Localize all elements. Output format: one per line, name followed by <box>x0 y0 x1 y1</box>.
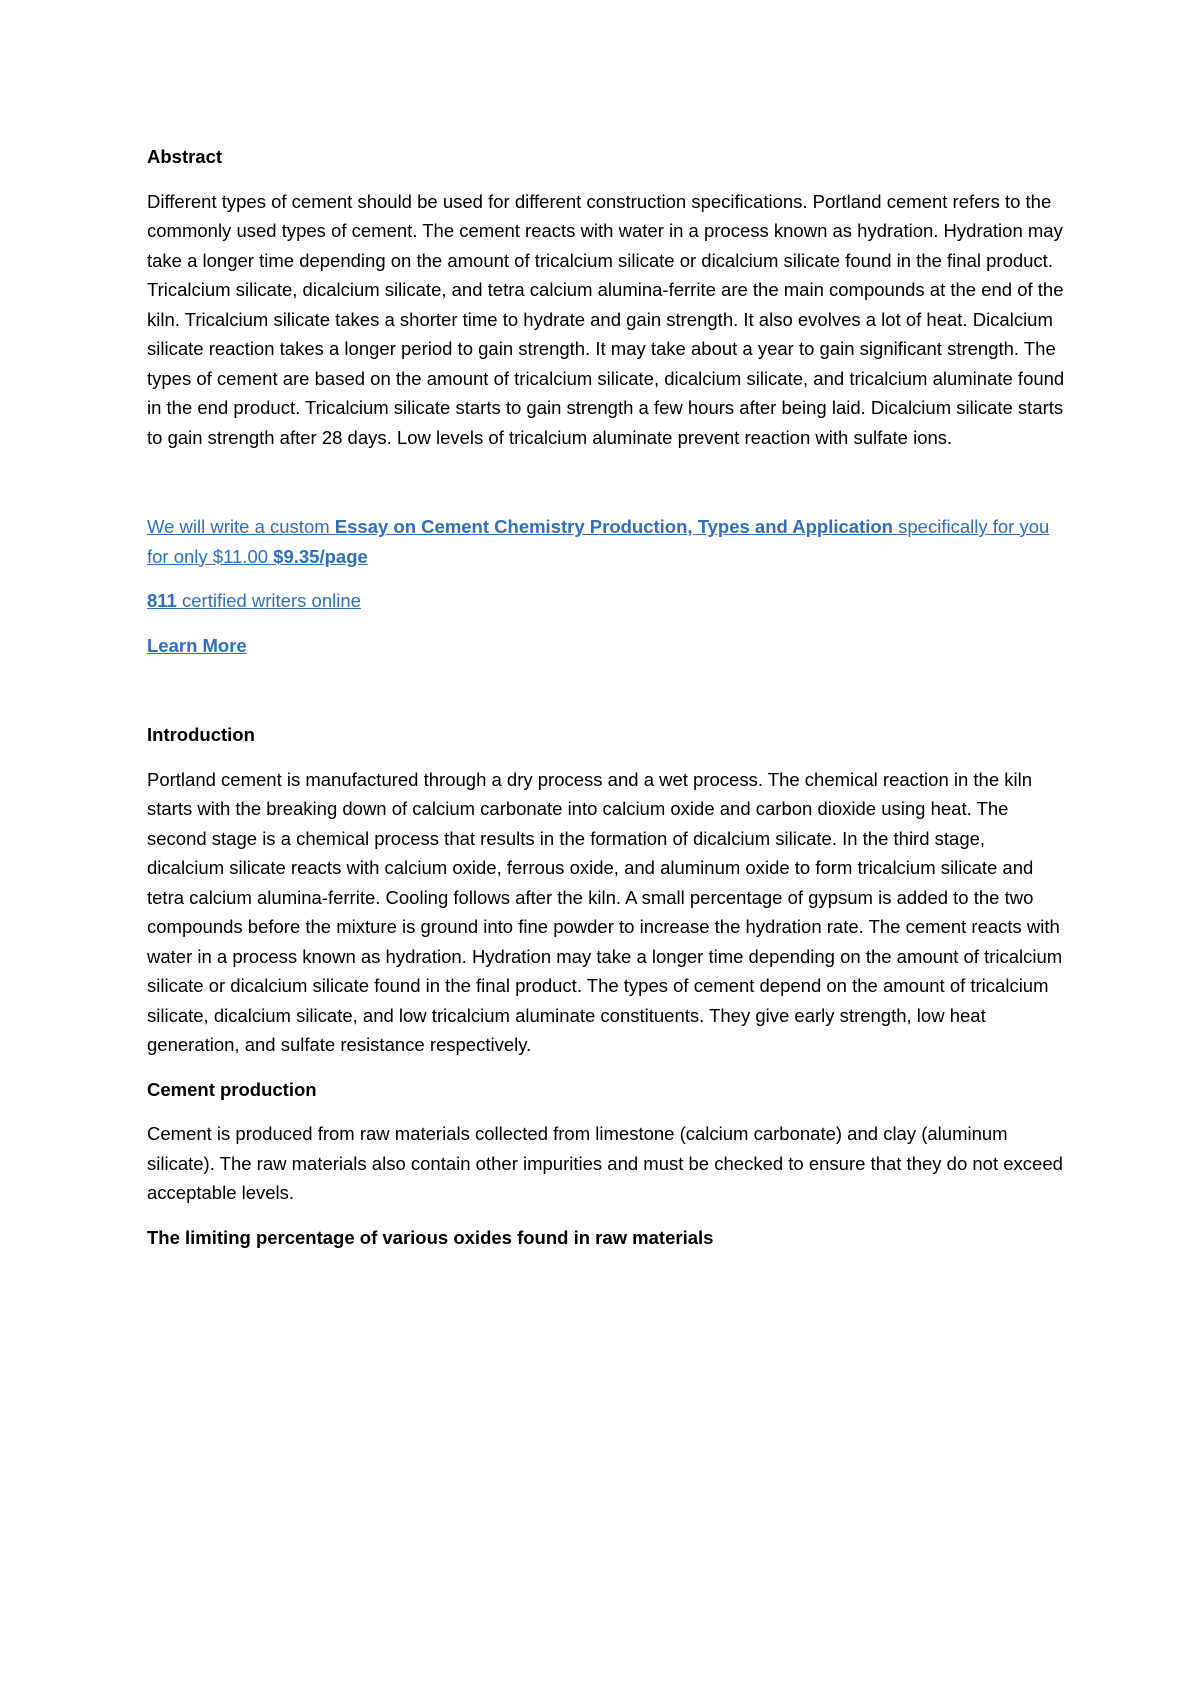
learn-more-link[interactable]: Learn More <box>147 634 247 656</box>
production-body: Cement is produced from raw materials collected from limestone (calcium carbonate) and clay (aluminum silicate). The raw materials also contain other impurities and must be checked to ensure that they do not exceed acceptable levels. <box>147 1123 1063 1203</box>
promo-custom-essay <box>147 512 1067 542</box>
abstract-body: Different types of cement should be used for different construction specifications. Portland cement refers to the commonly used types of cement. The cement reacts with water in a process known as hydration. Hydration may take a longer time depending on the amount of tricalcium silicate or dicalcium silicate found in the final product. Tricalcium silicate, dicalcium silicate, and tetra calcium alumina-ferrite are the main compounds at the end of the kiln. Tricalcium silicate takes a shorter time to hydrate and gain strength. It also evolves a lot of heat. Dicalcium silicate reaction takes a longer period to gain strength. It may take about a year to gain significant strength. The types of cement are based on the amount of tricalcium silicate, dicalcium silicate, and tricalcium aluminate found in the end product. Tricalcium silicate starts to gain strength a few hours after being laid. Dicalcium silicate starts to gain strength after 28 days. Low levels of tricalcium aluminate prevent reaction with sulfate ions. <box>147 190 1065 448</box>
document-page <box>147 142 1067 1267</box>
price-old: $11.00 <box>212 545 269 567</box>
promo-learn-more <box>147 631 1067 661</box>
essay-title: Essay on Cement Chemistry Production, Types and Application <box>334 516 893 537</box>
custom-essay-prefix: We will write a custom <box>147 516 335 537</box>
price-link[interactable] <box>147 546 368 567</box>
introduction-body: Portland cement is manufactured through a dry process and a wet process. The chemical reaction in the kiln starts with the breaking down of calcium carbonate into calcium oxide and carbon dioxide using heat. The second stage is a chemical process that results in the formation of dicalcium silicate. In the third stage, dicalcium silicate reacts with calcium oxide, ferrous oxide, and aluminum oxide to form tricalcium silicate and tetra calcium alumina-ferrite. Cooling follows after the kiln. A small percentage of gypsum is added to the two compounds before the mixture is ground into fine powder to increase the hydration rate. The cement reacts with water in a process known as hydration. Hydration may take a longer time depending on the amount of tricalcium silicate or dicalcium silicate found in the final product. The types of cement depend on the amount of tricalcium silicate, dicalcium silicate, and low tricalcium aluminate constituents. They give early strength, low heat generation, and sulfate resistance respectively. <box>147 768 1063 1055</box>
promo-block <box>147 512 1067 660</box>
promo-writers <box>147 586 1067 616</box>
abstract-heading: Abstract <box>147 146 223 167</box>
writers-online-link[interactable] <box>147 590 361 611</box>
custom-essay-suffix: specifically for you <box>893 516 1050 537</box>
price-new: $9.35/page <box>273 545 368 567</box>
writers-text: certified writers online <box>176 590 361 611</box>
oxides-heading: The limiting percentage of various oxides found in raw materials <box>147 1226 714 1248</box>
production-heading: Cement production <box>147 1078 317 1100</box>
introduction-heading: Introduction <box>147 724 255 745</box>
promo-price <box>147 542 1067 572</box>
custom-essay-link[interactable] <box>147 516 1049 537</box>
writers-count: 811 <box>147 590 177 611</box>
price-prefix: for only <box>147 545 213 567</box>
